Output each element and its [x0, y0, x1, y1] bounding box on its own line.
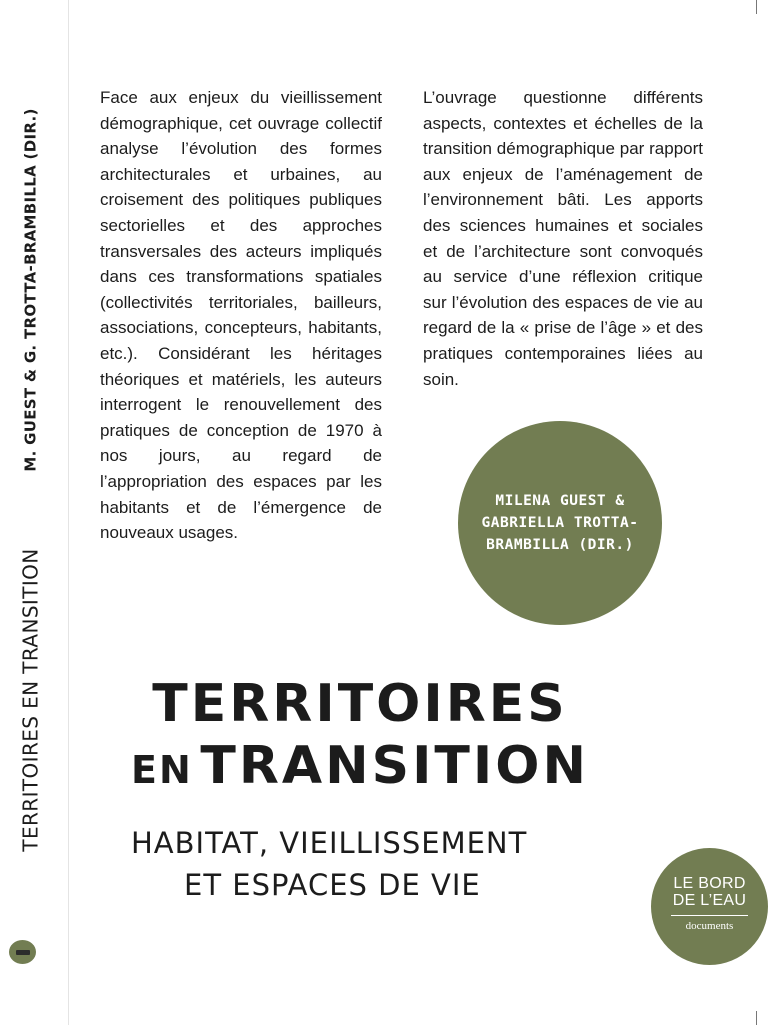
crop-mark-bottom [756, 1011, 757, 1025]
publisher-series: documents [685, 920, 734, 932]
book-title-word-transition: TRANSITION [200, 736, 589, 796]
authors-badge-text: MILENA GUEST & GABRIELLA TROTTA-BRAMBILLA (DIR.) [481, 493, 639, 553]
spine-authors [20, 100, 42, 480]
authors-badge [458, 421, 662, 625]
spine-title-text: TERRITOIRES EN TRANSITION [19, 548, 43, 852]
spine-authors-text: M. GUEST & G. TROTTA-BRAMBILLA (DIR.) [22, 108, 40, 472]
back-cover-text-left: Face aux enjeux du vieillissement démographique, cet ouvrage collectif analyse l’évolution des formes architecturales et urbaines, au croisement des politiques publiques sectorielles et des approches transversales des acteurs impliqués dans ces transformations spatiales (collectivités territoriales, bailleurs, associations, concepteurs, habitants, etc.). Considérant les héritages théoriques et matériels, les auteurs interrogent le renouvellement des pratiques de conception de 1970 à nos jours, au regard de l’appropriation des espaces par les habitants et de l’émergence de nouveaux usages. [100, 88, 382, 543]
publisher-name-line-1: LE BORD [673, 875, 746, 892]
book-title-word-en: EN [131, 748, 193, 792]
book-title-line-1: TERRITOIRES [152, 674, 568, 734]
spine-divider [68, 0, 69, 1025]
book-subtitle-line-1: HABITAT, VIEILLISSEMENT [131, 826, 528, 860]
publisher-name [651, 875, 768, 909]
back-cover-text-right: L’ouvrage questionne différents aspects, contextes et échelles de la transition démographique par rapport aux enjeux de l’aménagement de l’environnement bâti. Les apports des sciences humaines et sociales et de l’architecture sont convoqués au service d’une réflexion critique sur l’évolution des espaces de vie au regard de la « prise de l’âge » et des pratiques contemporaines liées au soin. [423, 88, 703, 389]
book-subtitle-line-2: ET ESPACES DE VIE [184, 868, 481, 902]
crop-mark-top [756, 0, 757, 14]
publisher-name-line-2: DE L’EAU [672, 892, 747, 909]
book-title-line-2 [70, 733, 650, 811]
spine-publisher-logo-icon [9, 940, 36, 964]
publisher-divider [671, 915, 748, 916]
publisher-logo [651, 848, 768, 965]
spine-title [20, 532, 42, 868]
